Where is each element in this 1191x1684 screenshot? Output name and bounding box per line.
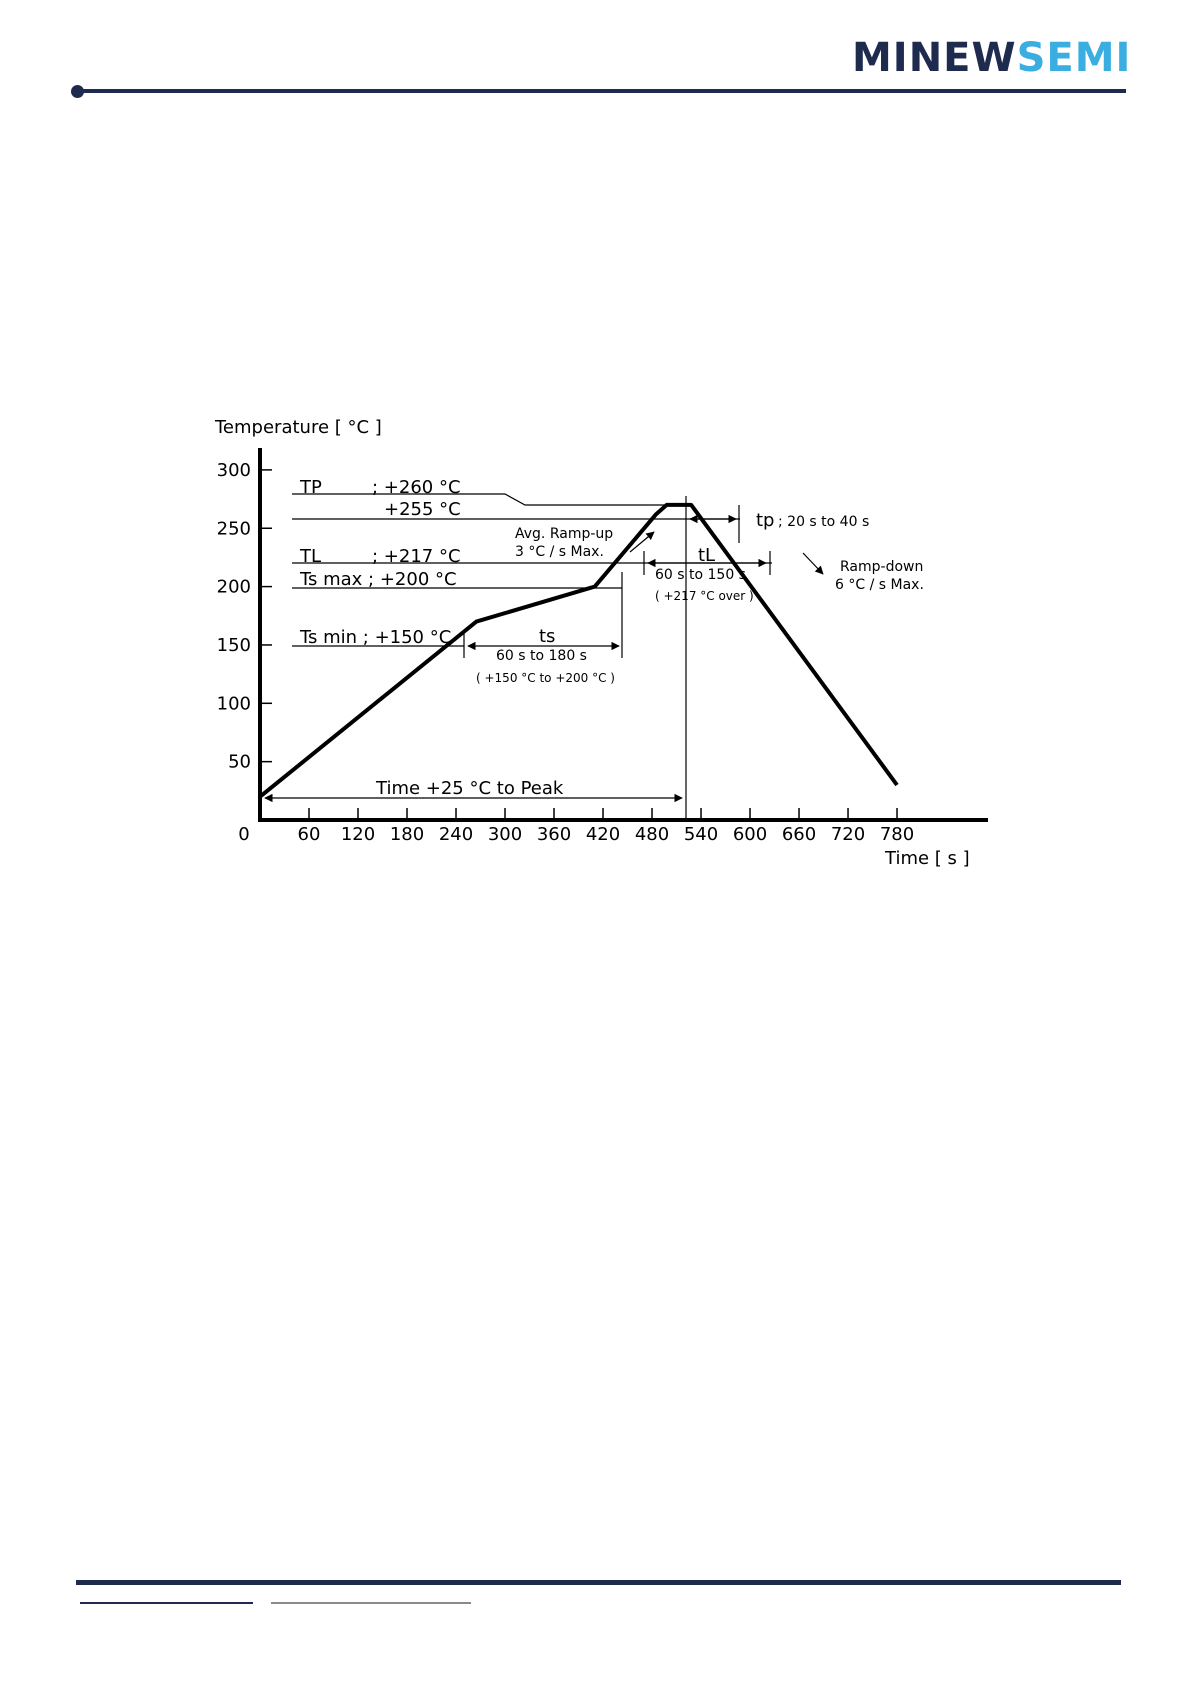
ts-period-label: ts — [539, 626, 556, 647]
y-axis-label: Temperature [ °C ] — [215, 417, 382, 438]
tp-period-range: ; 20 s to 40 s — [778, 514, 870, 530]
x-tick-label: 240 — [438, 824, 474, 845]
y-tick-label: 100 — [216, 693, 251, 715]
x-tick-label: 180 — [389, 824, 425, 845]
ramp-down-pointer — [803, 553, 823, 574]
annotation-labels — [299, 477, 924, 799]
logo-text-light: SEMI — [1016, 35, 1132, 81]
y-tick-label: 300 — [216, 459, 251, 481]
logo-text-dark: MINEW — [852, 35, 1017, 81]
origin-label: 0 — [238, 824, 250, 845]
tl-period-label: tL — [698, 545, 716, 566]
ramp-down-line2: 6 °C / s Max. — [835, 577, 924, 593]
ramp-up-line2: 3 °C / s Max. — [515, 544, 604, 560]
time-to-peak-label: Time +25 °C to Peak — [376, 778, 564, 799]
tl-period-note: ( +217 °C over ) — [655, 589, 754, 603]
x-tick-label: 60 — [297, 824, 321, 845]
tsmax-label: Ts max ; +200 °C — [300, 569, 457, 590]
footer-divider-underline — [271, 1602, 471, 1604]
tp255-value: +255 °C — [384, 499, 461, 520]
footer-link-underline[interactable] — [80, 1602, 253, 1604]
footer-rule — [76, 1580, 1121, 1585]
x-tick-label: 720 — [830, 824, 866, 845]
tp-reference-line — [292, 494, 686, 505]
ramp-down-line1: Ramp-down — [840, 559, 924, 575]
x-tick-label: 480 — [634, 824, 670, 845]
tl-label: TL — [300, 546, 322, 567]
x-tick-label: 300 — [487, 824, 523, 845]
x-tick-label: 600 — [732, 824, 768, 845]
tl-value: ; +217 °C — [372, 546, 461, 567]
tp-period-label: tp — [756, 510, 775, 531]
x-tick-label: 540 — [683, 824, 719, 845]
tp-value: ; +260 °C — [372, 477, 461, 498]
y-tick-label: 250 — [216, 518, 251, 540]
tsmin-label: Ts min ; +150 °C — [300, 627, 452, 648]
y-tick-label: 150 — [216, 634, 251, 656]
x-tick-label: 120 — [340, 824, 376, 845]
ts-period-range: 60 s to 180 s — [496, 648, 587, 664]
x-tick-label: 360 — [536, 824, 572, 845]
x-tick-label: 660 — [781, 824, 817, 845]
tp-label: TP — [300, 477, 322, 498]
x-axis-label: Time [ s ] — [885, 848, 970, 869]
tl-period-range: 60 s to 150 s — [655, 567, 746, 583]
x-tick-label: 420 — [585, 824, 621, 845]
y-tick-label: 50 — [228, 751, 251, 773]
ramp-up-line1: Avg. Ramp-up — [515, 526, 614, 542]
x-tick-label: 780 — [879, 824, 915, 845]
ts-period-note: ( +150 °C to +200 °C ) — [476, 671, 615, 685]
y-tick-label: 200 — [216, 576, 251, 598]
